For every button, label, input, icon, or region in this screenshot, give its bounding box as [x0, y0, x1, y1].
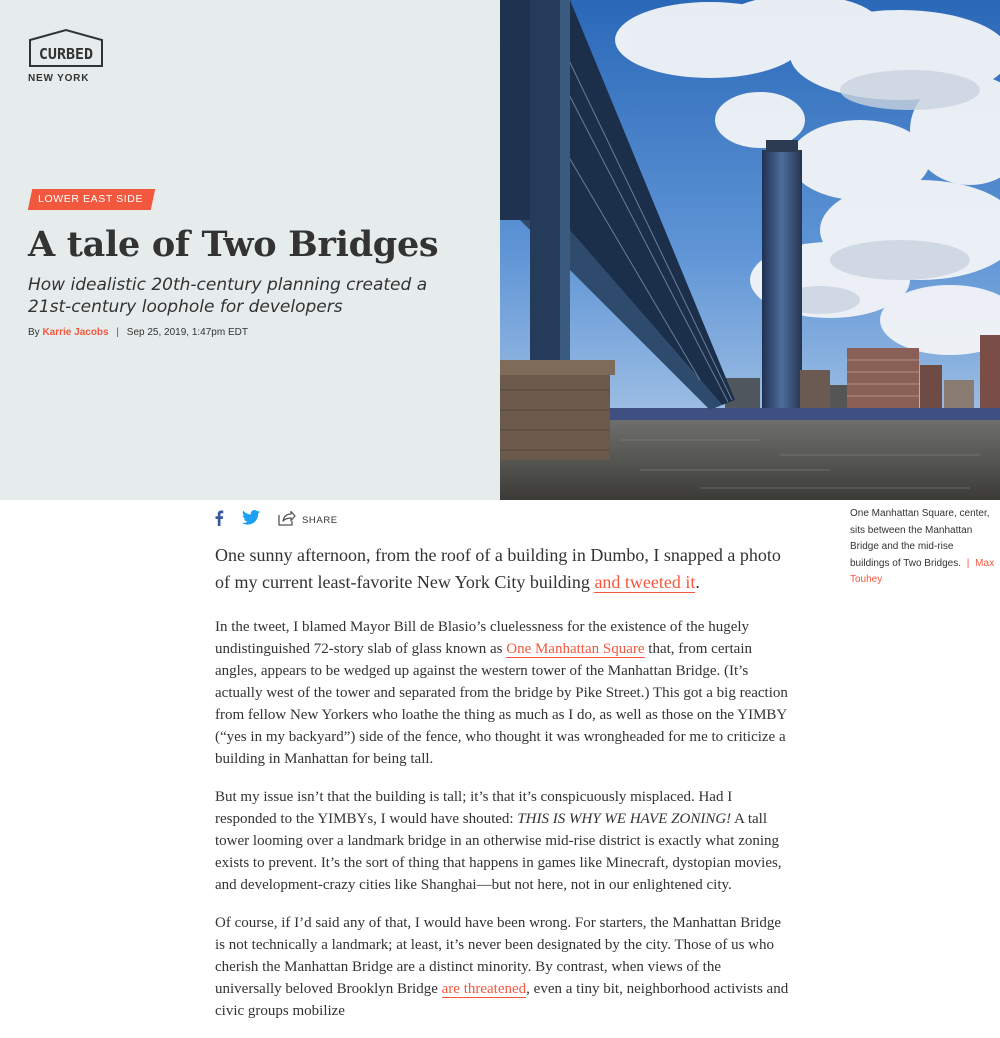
byline [28, 327, 248, 338]
share-label[interactable]: SHARE [302, 514, 338, 526]
paragraph-text: But my issue isn’t that the building is tall; it’s that it’s conspicuously misplaced. Had I responded to the YIMBYs, I would have shouted: [215, 789, 733, 827]
curbed-logo[interactable] [28, 28, 104, 68]
paragraph [215, 616, 790, 770]
one-manhattan-square-link[interactable]: One Manhattan Square [506, 641, 645, 657]
paragraph-text: that, from certain angles, appears to be wedged up against the western tower of the Manhattan Bridge. (It’s actually west of the tower and separated from the bridge by Pike Street.) This got a big reaction from fellow New Yorkers who loathe the thing as much as I do, as well as those on the YIMBY (“yes in my backyard”) side of the fence, who thought it was wrongheaded for me to criticize a building in Manhattan for being tall. [215, 641, 788, 767]
paragraph-text: In the tweet, I blamed Mayor Bill de Blasio’s cluelessness for the existence of the hugely undistinguished 72-story slab of glass known as [215, 619, 750, 657]
publish-date: Sep 25, 2019, 1:47pm EDT [126, 327, 248, 338]
caption-text: One Manhattan Square, center, sits between the Manhattan Bridge and the mid-rise buildings of Two Bridges. [850, 508, 990, 569]
paragraph-text: A tall tower looming over a landmark bridge in an otherwise mid-rise district is exactly what zoning exists to prevent. It’s the sort of thing that happens in games like Minecraft, dystopian movies, and development-crazy cities like Shanghai—but not here, not in our enlightened city. [215, 811, 782, 893]
article-body [215, 542, 790, 1038]
tweet-link[interactable]: and tweeted it [594, 572, 696, 592]
image-caption [850, 506, 995, 589]
facebook-icon[interactable] [214, 510, 224, 531]
paragraph-text: One sunny afternoon, from the roof of a building in Dumbo, I snapped a photo of my current least-favorite New York City building [215, 545, 781, 592]
hero-image [500, 0, 1000, 500]
category-tag[interactable] [28, 189, 156, 210]
paragraph-text: , even a tiny bit, neighborhood activists and civic groups mobilize [215, 981, 789, 1019]
paragraph-text: . [695, 572, 700, 592]
byline-separator: | [116, 327, 119, 338]
share-bar [214, 510, 338, 530]
photo-credit: Max Touhey [850, 557, 995, 585]
author-link[interactable]: Karrie Jacobs [42, 327, 109, 338]
twitter-icon[interactable] [242, 510, 260, 530]
city-label[interactable]: NEW YORK [28, 73, 90, 84]
caption-separator: | [966, 557, 970, 569]
emphasis-text: THIS IS WHY WE HAVE ZONING! [517, 811, 732, 827]
paragraph-lede [215, 542, 790, 596]
paragraph [215, 786, 790, 896]
logo-text: CURBED [38, 45, 94, 63]
byline-by: By [28, 327, 40, 338]
share-icon[interactable] [278, 510, 296, 531]
category-tag-label: LOWER EAST SIDE [38, 193, 144, 205]
are-threatened-link[interactable]: are threatened [441, 981, 527, 997]
article-dek: How idealistic 20th-century planning created a 21st-century loophole for developers [28, 275, 428, 317]
paragraph [215, 912, 790, 1022]
paragraph-text: Of course, if I’d said any of that, I would have been wrong. For starters, the Manhattan Bridge is not technically a landmark; at least, it’s never been designated by the city. Those of us who cherish the Manhattan Bridge are a distinct minority. By contrast, when views of the universally beloved Brooklyn Bridge [215, 915, 782, 997]
article-header [0, 0, 500, 500]
page-title: A tale of Two Bridges [28, 224, 439, 265]
